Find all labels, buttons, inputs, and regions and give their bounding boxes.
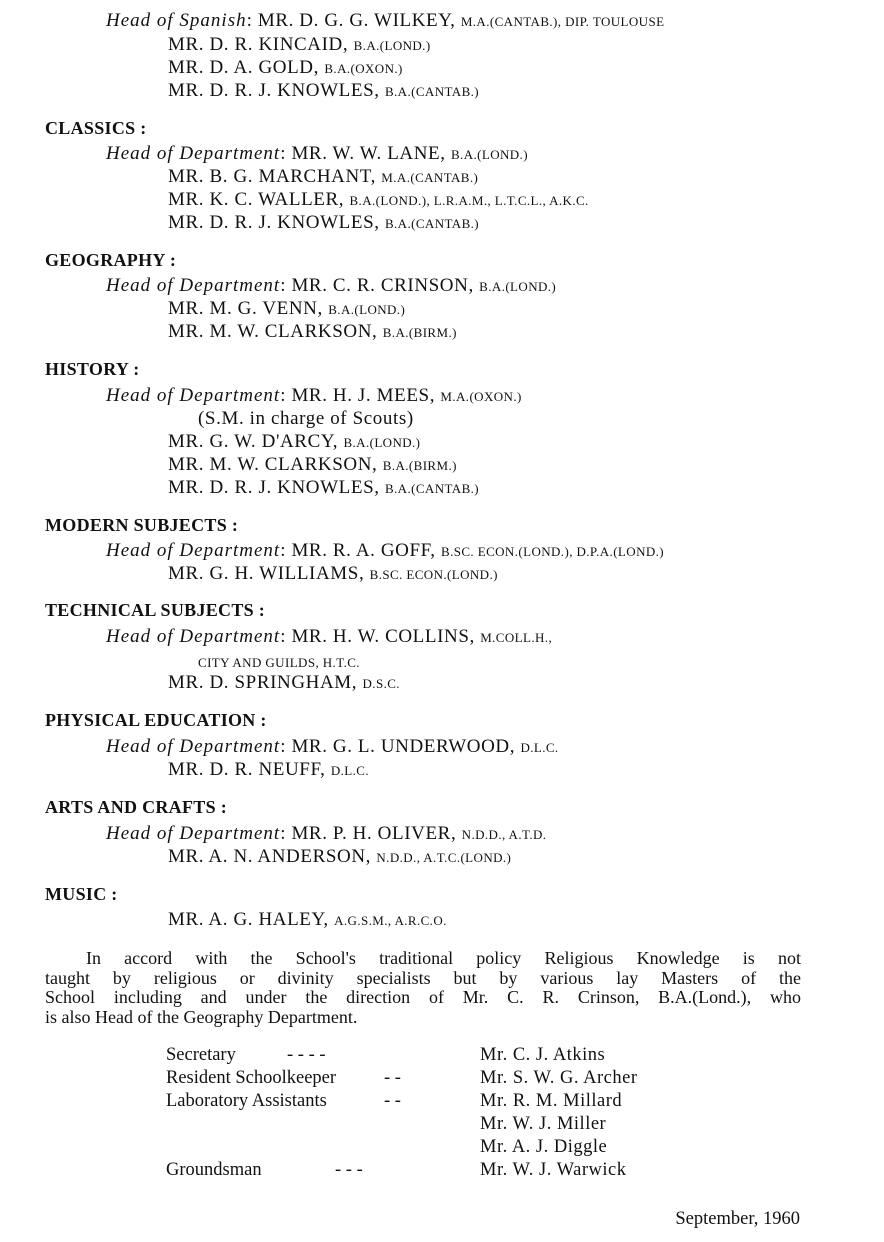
qualification: B.A.(CANTAB.) <box>384 481 480 496</box>
leader-dashes: - - <box>384 1068 401 1088</box>
geography-head-line: Head of Department: MR. C. R. CRINSON, B.A.(LOND.) <box>106 275 557 296</box>
qualification: D.L.C. <box>330 763 369 778</box>
staff-name: MR. K. C. WALLER, <box>168 189 345 210</box>
department-heading-music: MUSIC : <box>45 884 118 904</box>
staff-name: MR. G. L. UNDERWOOD, <box>291 736 516 757</box>
document-date: September, 1960 <box>675 1209 800 1229</box>
history-head-line: Head of Department: MR. H. J. MEES, M.A.(OXON.) <box>106 385 522 406</box>
staff-name: MR. C. R. CRINSON, <box>291 275 474 296</box>
ancillary-name: Mr. S. W. G. Archer <box>480 1068 638 1088</box>
head-label: Head of Department <box>106 626 281 647</box>
staff-name: MR. A. N. ANDERSON, <box>168 846 372 867</box>
head-label: Head of Department <box>106 540 281 561</box>
head-label: Head of Department <box>106 143 281 164</box>
head-label: Head of Department <box>106 275 281 296</box>
staff-name: MR. G. H. WILLIAMS, <box>168 563 365 584</box>
staff-line <box>168 563 498 586</box>
qualification: B.SC. ECON.(LOND.) <box>369 567 498 582</box>
head-label: Head of Department <box>106 736 281 757</box>
staff-line <box>168 672 400 695</box>
classics-head-line: Head of Department: MR. W. W. LANE, B.A.(LOND.) <box>106 143 528 164</box>
qualification: D.S.C. <box>362 676 400 691</box>
ancillary-row <box>0 1067 884 1089</box>
ancillary-name: Mr. R. M. Millard <box>480 1091 623 1111</box>
ancillary-role: Secretary <box>166 1045 236 1065</box>
qualification: B.A.(LOND.) <box>450 147 528 162</box>
staff-name: MR. D. SPRINGHAM, <box>168 672 358 693</box>
paragraph-line: School including and under the direction of Mr. C. R. Crinson, B.A.(Lond.), who <box>45 987 801 1007</box>
department-heading-technical-subjects: TECHNICAL SUBJECTS : <box>45 600 266 620</box>
paragraph-line: is also Head of the Geography Department. <box>45 1006 358 1027</box>
staff-name: MR. P. H. OLIVER, <box>291 823 457 844</box>
leader-dashes: - - - - <box>287 1045 326 1065</box>
head-label: Head of Spanish <box>106 10 247 31</box>
ancillary-name: Mr. W. J. Warwick <box>480 1160 627 1180</box>
staff-name: MR. D. R. NEUFF, <box>168 759 326 780</box>
qualification: B.A.(CANTAB.) <box>384 216 480 231</box>
leader-dashes: - - <box>384 1091 401 1111</box>
ancillary-role: Groundsman <box>166 1160 262 1180</box>
staff-name: MR. D. R. KINCAID, <box>168 34 349 55</box>
qualification: N.D.D., A.T.C.(LOND.) <box>376 850 512 865</box>
qualification: B.SC. ECON.(LOND.), D.P.A.(LOND.) <box>441 544 665 559</box>
qualification-continued <box>198 651 360 674</box>
staff-name: MR. R. A. GOFF, <box>291 540 436 561</box>
staff-name: MR. D. R. J. KNOWLES, <box>168 477 380 498</box>
ancillary-role: Laboratory Assistants <box>166 1091 327 1111</box>
head-label: Head of Department <box>106 385 281 406</box>
pe-head-line: Head of Department: MR. G. L. UNDERWOOD, D.L.C. <box>106 736 559 757</box>
staff-line <box>168 431 420 454</box>
ancillary-row <box>0 1159 884 1181</box>
qualification: N.D.D., A.T.D. <box>461 827 547 842</box>
head-label: Head of Department <box>106 823 281 844</box>
qualification: B.A.(OXON.) <box>324 61 403 76</box>
qualification: B.A.(LOND.) <box>479 279 557 294</box>
ancillary-row <box>0 1044 884 1066</box>
qualification: A.G.S.M., A.R.C.O. <box>334 913 447 928</box>
staff-name: MR. W. W. LANE, <box>291 143 446 164</box>
department-heading-classics: CLASSICS : <box>45 118 147 138</box>
staff-name: MR. D. R. J. KNOWLES, <box>168 212 380 233</box>
staff-name: MR. A. G. HALEY, <box>168 909 329 930</box>
staff-line <box>168 321 457 344</box>
staff-line <box>168 57 403 80</box>
qualification: M.A.(OXON.) <box>440 389 522 404</box>
modern-head-line: Head of Department: MR. R. A. GOFF, B.SC. ECON.(LOND.), D.P.A.(LOND.) <box>106 540 665 561</box>
department-heading-physical-education: PHYSICAL EDUCATION : <box>45 710 267 730</box>
qualification: M.A.(CANTAB.) <box>381 170 479 185</box>
staff-name: MR. D. G. G. WILKEY, <box>257 10 456 31</box>
staff-line <box>168 166 478 189</box>
staff-line <box>168 212 479 235</box>
qualification: M.A.(CANTAB.), DIP. TOULOUSE <box>460 14 665 29</box>
staff-name: MR. B. G. MARCHANT, <box>168 166 376 187</box>
religious-knowledge-paragraph <box>45 949 801 1027</box>
staff-line <box>168 80 479 103</box>
leader-dashes: - - - <box>335 1160 363 1180</box>
staff-line <box>168 298 405 321</box>
department-heading-geography: GEOGRAPHY : <box>45 250 177 270</box>
qualification: B.A.(BIRM.) <box>382 458 457 473</box>
head-note: (S.M. in charge of Scouts) <box>198 408 414 429</box>
ancillary-role: Resident Schoolkeeper <box>166 1068 337 1088</box>
ancillary-row <box>0 1136 884 1158</box>
staff-line <box>168 846 511 869</box>
qualification: CITY AND GUILDS, H.T.C. <box>198 655 360 670</box>
staff-line <box>168 909 447 932</box>
ancillary-name: Mr. W. J. Miller <box>480 1114 607 1134</box>
staff-name: MR. D. R. J. KNOWLES, <box>168 80 380 101</box>
ancillary-name: Mr. C. J. Atkins <box>480 1045 606 1065</box>
staff-name: MR. D. A. GOLD, <box>168 57 319 78</box>
staff-name: MR. M. G. VENN, <box>168 298 323 319</box>
qualification: B.A.(LOND.) <box>353 38 431 53</box>
staff-name: MR. H. W. COLLINS, <box>291 626 475 647</box>
qualification: B.A.(BIRM.) <box>382 325 457 340</box>
staff-line <box>168 189 589 212</box>
ancillary-name: Mr. A. J. Diggle <box>480 1137 608 1157</box>
staff-name: MR. H. J. MEES, <box>291 385 436 406</box>
ancillary-row <box>0 1113 884 1135</box>
paragraph-line: In accord with the School's traditional policy Religious Knowledge is not <box>86 948 801 968</box>
arts-head-line: Head of Department: MR. P. H. OLIVER, N.D.D., A.T.D. <box>106 823 547 844</box>
staff-line <box>168 34 431 57</box>
department-heading-arts-and-crafts: ARTS AND CRAFTS : <box>45 797 227 817</box>
qualification: B.A.(LOND.), L.R.A.M., L.T.C.L., A.K.C. <box>349 193 589 208</box>
department-heading-history: HISTORY : <box>45 359 140 379</box>
qualification: B.A.(LOND.) <box>328 302 406 317</box>
staff-line <box>168 477 479 500</box>
spanish-head-line: Head of Spanish: MR. D. G. G. WILKEY, M.A.(CANTAB.), DIP. TOULOUSE <box>106 10 665 31</box>
staff-name: MR. M. W. CLARKSON, <box>168 454 378 475</box>
staff-name: MR. M. W. CLARKSON, <box>168 321 378 342</box>
staff-line <box>168 454 457 477</box>
staff-line <box>168 759 369 782</box>
qualification: B.A.(CANTAB.) <box>384 84 480 99</box>
staff-name: MR. G. W. D'ARCY, <box>168 431 339 452</box>
qualification: B.A.(LOND.) <box>343 435 421 450</box>
department-heading-modern-subjects: MODERN SUBJECTS : <box>45 515 239 535</box>
technical-head-line: Head of Department: MR. H. W. COLLINS, M.COLL.H., <box>106 626 553 647</box>
paragraph-line: taught by religious or divinity specialists but by various lay Masters of the <box>45 967 801 988</box>
qualification: M.COLL.H., <box>480 630 553 645</box>
ancillary-row <box>0 1090 884 1112</box>
qualification: D.L.C. <box>520 740 559 755</box>
